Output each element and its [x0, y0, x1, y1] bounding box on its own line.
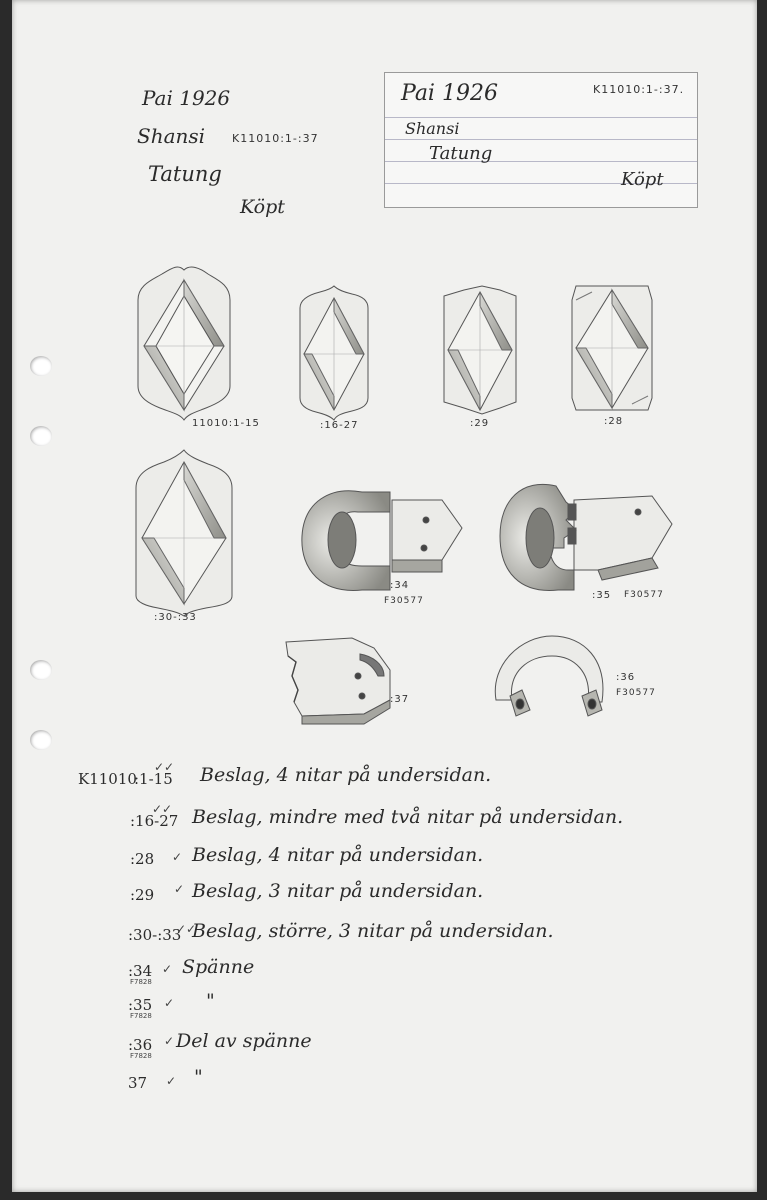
- entry-text: Beslag, större, 3 nitar på undersidan.: [192, 920, 554, 942]
- check-mark: ✓: [172, 850, 183, 864]
- entry-text: ": [194, 1066, 203, 1088]
- check-mark: ✓: [162, 962, 173, 976]
- entry-sub: F7828: [130, 1012, 152, 1020]
- header-province: Shansi: [137, 124, 206, 148]
- catalogue-sheet: [12, 0, 757, 1192]
- check-mark: ✓: [166, 1074, 177, 1088]
- entry-code: :34: [128, 962, 153, 980]
- figure-label-6-ref: F30577: [384, 596, 424, 606]
- entry-code: :29: [130, 886, 155, 904]
- drawing-plaque-1: [138, 267, 230, 420]
- figure-label-3: :29: [470, 418, 490, 429]
- figure-label-4: :28: [604, 416, 624, 427]
- drawing-plaque-4: [572, 286, 652, 410]
- entry-code: :36: [128, 1036, 153, 1054]
- figure-label-7: :35: [592, 590, 612, 601]
- figure-label-9: :36: [616, 672, 636, 683]
- figure-label-6: :34: [390, 580, 410, 591]
- drawing-fragment-37: [286, 638, 390, 724]
- entry-code: :16-27: [130, 812, 179, 830]
- entry-code: :28: [130, 850, 155, 868]
- check-mark: ✓: [164, 1034, 175, 1048]
- figure-label-5: :30-:33: [154, 612, 197, 623]
- entry-text: Beslag, 3 nitar på undersidan.: [192, 880, 484, 902]
- entry-text: ": [206, 990, 215, 1012]
- check-mark: ✓✓: [154, 760, 175, 774]
- entry-code: :35: [128, 996, 153, 1014]
- figure-label-9-ref: F30577: [616, 688, 656, 698]
- entry-text: Beslag, mindre med två nitar på undersidan.: [192, 806, 624, 828]
- drawing-buckle-34: [302, 491, 462, 591]
- entry-sub: F7828: [130, 978, 152, 986]
- entry-code: :1-15: [134, 770, 173, 788]
- entry-text: Beslag, 4 nitar på undersidan.: [192, 844, 484, 866]
- label-card-province: Shansi: [405, 119, 460, 138]
- label-card-acquired: Köpt: [621, 169, 664, 190]
- check-mark: ✓: [164, 996, 175, 1010]
- figure-label-1: 11010:1-15: [192, 418, 260, 429]
- drawing-plaque-3: [444, 286, 516, 414]
- entry-text: Spänne: [182, 956, 255, 978]
- header-number: K11010:1-:37: [232, 132, 319, 145]
- drawing-plaque-2: [300, 286, 368, 420]
- entry-text: Del av spänne: [176, 1030, 312, 1052]
- catalogue-prefix: K11010: [78, 770, 137, 788]
- figure-label-8: :37: [390, 694, 410, 705]
- drawing-buckle-35: [500, 484, 672, 590]
- header-city: Tatung: [148, 162, 222, 186]
- header-year: Pai 1926: [142, 86, 231, 110]
- entry-code: 37: [128, 1074, 148, 1092]
- check-mark: ✓: [174, 882, 185, 896]
- check-mark: ✓✓: [152, 802, 173, 816]
- drawing-plaque-5: [136, 450, 232, 616]
- entry-code: :30-:33: [128, 926, 182, 944]
- figure-label-2: :16-27: [320, 420, 359, 431]
- entry-sub: F7828: [130, 1052, 152, 1060]
- label-card-year: Pai 1926: [401, 81, 498, 106]
- entry-text: Beslag, 4 nitar på undersidan.: [200, 764, 492, 786]
- header-acquired: Köpt: [240, 196, 285, 218]
- label-card-number: K11010:1-:37.: [593, 83, 685, 96]
- figure-label-7-ref: F30577: [624, 590, 664, 600]
- drawing-bow-36: [495, 636, 603, 716]
- label-card-city: Tatung: [429, 143, 493, 164]
- check-mark: ✓✓: [176, 922, 197, 936]
